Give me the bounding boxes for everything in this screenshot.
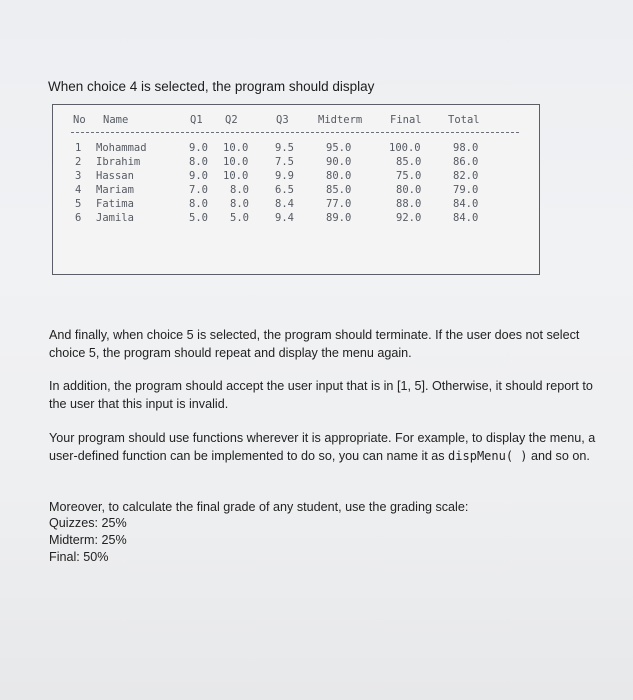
grading-scale-quizzes: Quizzes: 25% [49, 516, 127, 530]
cell-total: 84.0 [453, 212, 479, 224]
cell-name: Mohammad [96, 142, 147, 154]
cell-q2: 8.0 [230, 198, 249, 210]
cell-q1: 8.0 [189, 198, 208, 210]
cell-q3: 7.5 [275, 156, 294, 168]
cell-q1: 7.0 [189, 184, 208, 196]
cell-q3: 9.9 [275, 170, 294, 182]
cell-no: 5 [75, 198, 82, 210]
header-no: No [73, 114, 86, 126]
grading-scale-final: Final: 50% [49, 550, 109, 564]
cell-no: 3 [75, 170, 82, 182]
cell-total: 86.0 [453, 156, 479, 168]
paragraph-grading-intro: Moreover, to calculate the final grade of any student, use the grading scale: [49, 500, 469, 514]
program-output-box [52, 104, 540, 275]
paragraph-functions [49, 429, 609, 465]
cell-final: 88.0 [396, 198, 422, 210]
cell-name: Mariam [96, 184, 134, 196]
table-row [53, 212, 539, 226]
paragraph-functions-text: Your program should use functions wherever it is appropriate. For example, to display the menu, a user-defined function can be implemented to do so, you can name it as [49, 431, 596, 463]
header-q2: Q2 [225, 114, 238, 126]
table-row [53, 170, 539, 184]
table-row [53, 198, 539, 212]
cell-q1: 8.0 [189, 156, 208, 168]
paragraph-functions-tail: and so on. [527, 449, 590, 463]
table-row [53, 156, 539, 170]
cell-midterm: 85.0 [326, 184, 352, 196]
cell-final: 100.0 [389, 142, 421, 154]
cell-midterm: 89.0 [326, 212, 352, 224]
cell-final: 85.0 [396, 156, 422, 168]
cell-q2: 8.0 [230, 184, 249, 196]
header-total: Total [448, 114, 480, 126]
cell-midterm: 90.0 [326, 156, 352, 168]
cell-q2: 10.0 [223, 156, 249, 168]
cell-final: 75.0 [396, 170, 422, 182]
function-name-code: dispMenu( ) [448, 449, 528, 463]
header-midterm: Midterm [318, 114, 363, 126]
grading-scale-midterm: Midterm: 25% [49, 533, 127, 547]
cell-q3: 9.5 [275, 142, 294, 154]
cell-q1: 9.0 [189, 142, 208, 154]
cell-total: 79.0 [453, 184, 479, 196]
header-q3: Q3 [276, 114, 289, 126]
header-name: Name [103, 114, 129, 126]
cell-q1: 9.0 [189, 170, 208, 182]
cell-final: 80.0 [396, 184, 422, 196]
cell-midterm: 77.0 [326, 198, 352, 210]
cell-q1: 5.0 [189, 212, 208, 224]
table-row [53, 184, 539, 198]
cell-q3: 9.4 [275, 212, 294, 224]
cell-name: Fatima [96, 198, 134, 210]
header-q1: Q1 [190, 114, 203, 126]
cell-total: 82.0 [453, 170, 479, 182]
cell-q3: 6.5 [275, 184, 294, 196]
cell-midterm: 95.0 [326, 142, 352, 154]
header-divider [71, 132, 519, 133]
cell-name: Ibrahim [96, 156, 141, 168]
header-final: Final [390, 114, 422, 126]
cell-no: 4 [75, 184, 82, 196]
paragraph-input-validation: In addition, the program should accept the user input that is in [1, 5]. Otherwise, it should report to the user that this input is invalid. [49, 379, 593, 411]
cell-no: 2 [75, 156, 82, 168]
cell-name: Jamila [96, 212, 134, 224]
cell-no: 1 [75, 142, 82, 154]
cell-name: Hassan [96, 170, 134, 182]
paragraph-termination: And finally, when choice 5 is selected, the program should terminate. If the user does not select choice 5, the program should repeat and display the menu again. [49, 328, 580, 360]
cell-total: 98.0 [453, 142, 479, 154]
section-heading: When choice 4 is selected, the program should display [48, 79, 375, 94]
cell-midterm: 80.0 [326, 170, 352, 182]
cell-total: 84.0 [453, 198, 479, 210]
cell-no: 6 [75, 212, 82, 224]
cell-q2: 10.0 [223, 170, 249, 182]
cell-final: 92.0 [396, 212, 422, 224]
table-row [53, 142, 539, 156]
cell-q3: 8.4 [275, 198, 294, 210]
cell-q2: 5.0 [230, 212, 249, 224]
cell-q2: 10.0 [223, 142, 249, 154]
